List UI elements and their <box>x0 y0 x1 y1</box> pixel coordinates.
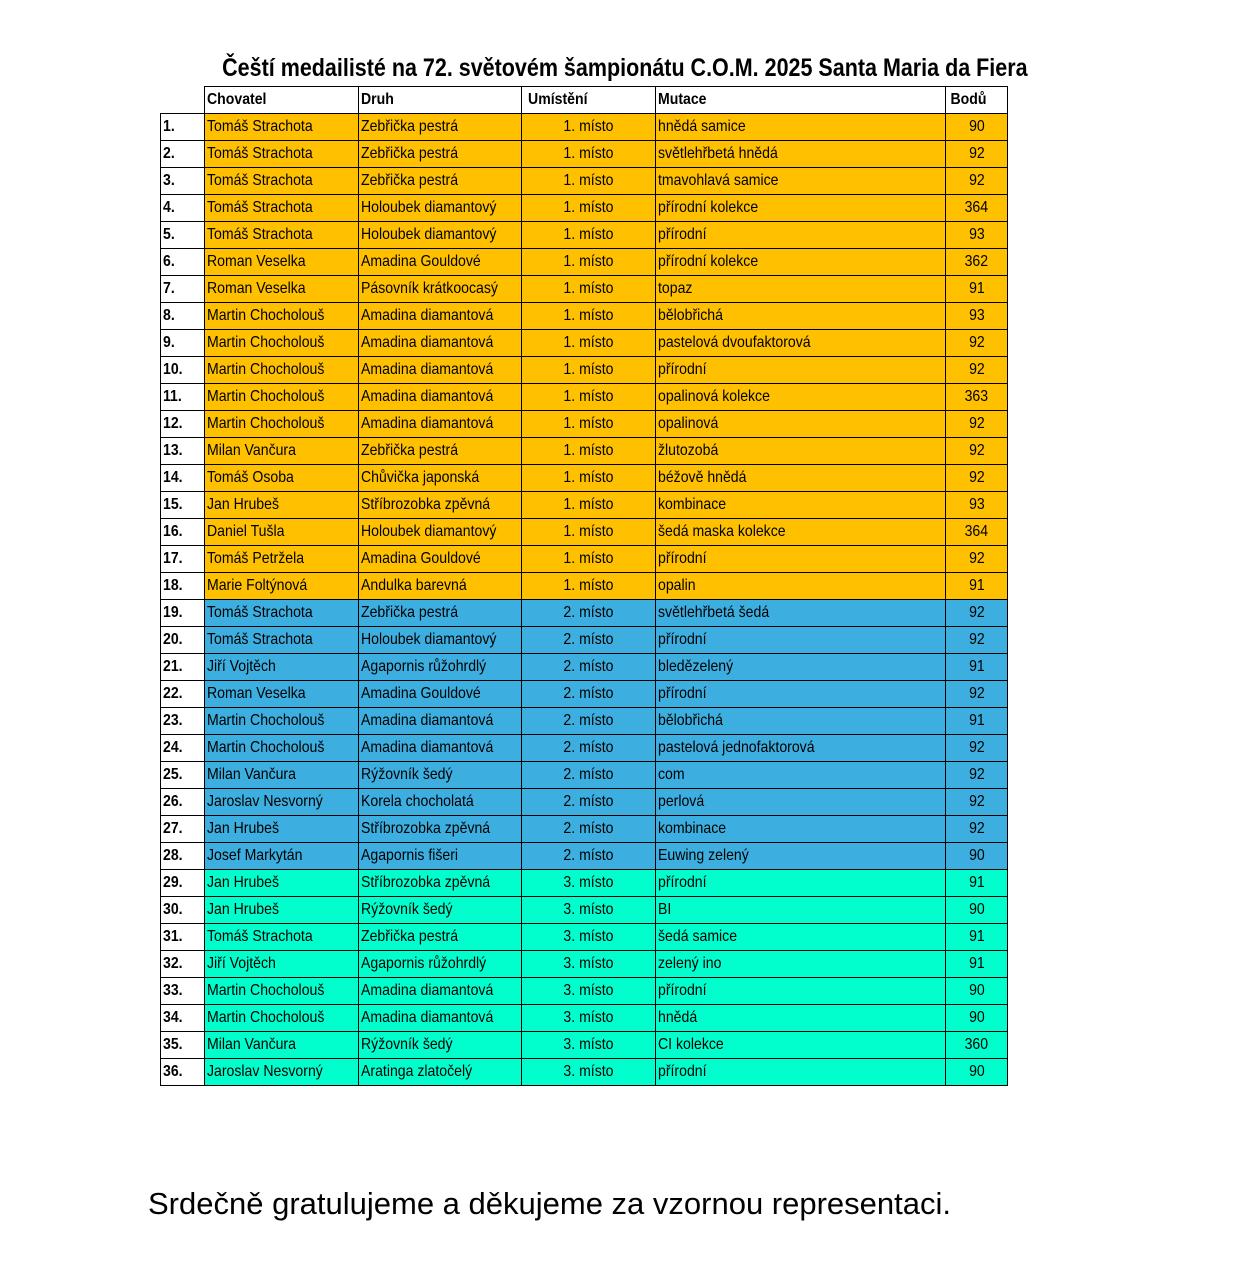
cell-chovatel: Tomáš Strachota <box>205 222 359 249</box>
cell-umisteni: 2. místo <box>522 735 656 762</box>
cell-chovatel: Martin Chocholouš <box>205 357 359 384</box>
cell-umisteni: 1. místo <box>522 546 656 573</box>
cell-body: 91 <box>946 276 1008 303</box>
table-row <box>161 465 1008 492</box>
cell-chovatel: Martin Chocholouš <box>205 303 359 330</box>
cell-mutace: přírodní <box>656 870 946 897</box>
cell-druh: Zebřička pestrá <box>359 600 522 627</box>
cell-umisteni: 2. místo <box>522 816 656 843</box>
cell-umisteni: 3. místo <box>522 897 656 924</box>
cell-umisteni: 1. místo <box>522 573 656 600</box>
cell-druh: Amadina diamantová <box>359 303 522 330</box>
cell-chovatel: Martin Chocholouš <box>205 330 359 357</box>
cell-body: 92 <box>946 681 1008 708</box>
cell-umisteni: 2. místo <box>522 627 656 654</box>
cell-body: 360 <box>946 1032 1008 1059</box>
header-chovatel: Chovatel <box>205 87 359 114</box>
table-row <box>161 735 1008 762</box>
cell-mutace: kombinace <box>656 816 946 843</box>
cell-druh: Agapornis růžohrdlý <box>359 951 522 978</box>
cell-mutace: přírodní <box>656 1059 946 1086</box>
table-row <box>161 222 1008 249</box>
cell-druh: Rýžovník šedý <box>359 897 522 924</box>
cell-mutace: přírodní <box>656 546 946 573</box>
cell-druh: Stříbrozobka zpěvná <box>359 870 522 897</box>
cell-chovatel: Martin Chocholouš <box>205 735 359 762</box>
cell-mutace: žlutozobá <box>656 438 946 465</box>
table-row <box>161 168 1008 195</box>
cell-mutace: přírodní <box>656 627 946 654</box>
cell-body: 92 <box>946 438 1008 465</box>
cell-mutace: přírodní <box>656 357 946 384</box>
page-title: Čeští medailisté na 72. světovém šampionátu C.O.M. 2025 Santa Maria da Fiera <box>222 54 1028 82</box>
cell-body: 92 <box>946 465 1008 492</box>
cell-druh: Pásovník krátkoocasý <box>359 276 522 303</box>
cell-body: 90 <box>946 1005 1008 1032</box>
table-row <box>161 114 1008 141</box>
cell-chovatel: Jiří Vojtěch <box>205 951 359 978</box>
cell-mutace: béžově hnědá <box>656 465 946 492</box>
cell-chovatel: Roman Veselka <box>205 681 359 708</box>
row-number: 25. <box>161 762 205 789</box>
table-row <box>161 762 1008 789</box>
row-number: 14. <box>161 465 205 492</box>
cell-chovatel: Jan Hrubeš <box>205 816 359 843</box>
cell-druh: Agapornis fišeri <box>359 843 522 870</box>
cell-mutace: bledězelený <box>656 654 946 681</box>
cell-druh: Amadina diamantová <box>359 357 522 384</box>
table-row <box>161 411 1008 438</box>
table-row <box>161 384 1008 411</box>
cell-mutace: hnědá <box>656 1005 946 1032</box>
cell-mutace: opalin <box>656 573 946 600</box>
header-druh: Druh <box>359 87 522 114</box>
row-number: 36. <box>161 1059 205 1086</box>
cell-druh: Zebřička pestrá <box>359 141 522 168</box>
row-number: 18. <box>161 573 205 600</box>
table-header-row <box>161 87 1008 114</box>
cell-druh: Holoubek diamantový <box>359 195 522 222</box>
cell-mutace: světlehřbetá šedá <box>656 600 946 627</box>
cell-mutace: kombinace <box>656 492 946 519</box>
cell-body: 92 <box>946 546 1008 573</box>
row-number: 23. <box>161 708 205 735</box>
cell-druh: Amadina diamantová <box>359 735 522 762</box>
table-row <box>161 1032 1008 1059</box>
row-number: 17. <box>161 546 205 573</box>
cell-body: 92 <box>946 330 1008 357</box>
cell-chovatel: Martin Chocholouš <box>205 708 359 735</box>
cell-druh: Amadina diamantová <box>359 384 522 411</box>
cell-umisteni: 1. místo <box>522 330 656 357</box>
cell-mutace: opalinová kolekce <box>656 384 946 411</box>
cell-druh: Holoubek diamantový <box>359 627 522 654</box>
cell-umisteni: 2. místo <box>522 654 656 681</box>
cell-chovatel: Jan Hrubeš <box>205 897 359 924</box>
cell-druh: Rýžovník šedý <box>359 762 522 789</box>
row-number: 32. <box>161 951 205 978</box>
cell-umisteni: 2. místo <box>522 708 656 735</box>
cell-body: 364 <box>946 519 1008 546</box>
cell-mutace: přírodní <box>656 222 946 249</box>
table-row <box>161 1005 1008 1032</box>
cell-body: 92 <box>946 600 1008 627</box>
row-number: 16. <box>161 519 205 546</box>
cell-body: 91 <box>946 870 1008 897</box>
cell-mutace: zelený ino <box>656 951 946 978</box>
cell-mutace: šedá samice <box>656 924 946 951</box>
cell-body: 92 <box>946 816 1008 843</box>
cell-umisteni: 1. místo <box>522 303 656 330</box>
table-row <box>161 303 1008 330</box>
cell-body: 90 <box>946 114 1008 141</box>
cell-umisteni: 3. místo <box>522 1005 656 1032</box>
cell-umisteni: 1. místo <box>522 492 656 519</box>
cell-mutace: přírodní kolekce <box>656 195 946 222</box>
row-number: 20. <box>161 627 205 654</box>
cell-umisteni: 2. místo <box>522 681 656 708</box>
table-row <box>161 681 1008 708</box>
cell-druh: Amadina diamantová <box>359 330 522 357</box>
cell-body: 92 <box>946 735 1008 762</box>
cell-body: 90 <box>946 1059 1008 1086</box>
cell-druh: Amadina diamantová <box>359 978 522 1005</box>
cell-druh: Amadina Gouldové <box>359 546 522 573</box>
cell-chovatel: Jan Hrubeš <box>205 492 359 519</box>
row-number: 30. <box>161 897 205 924</box>
cell-umisteni: 1. místo <box>522 276 656 303</box>
cell-mutace: světlehřbetá hnědá <box>656 141 946 168</box>
cell-druh: Holoubek diamantový <box>359 222 522 249</box>
cell-chovatel: Tomáš Strachota <box>205 168 359 195</box>
row-number: 2. <box>161 141 205 168</box>
cell-mutace: BI <box>656 897 946 924</box>
cell-umisteni: 1. místo <box>522 357 656 384</box>
row-number: 9. <box>161 330 205 357</box>
cell-mutace: com <box>656 762 946 789</box>
table-row <box>161 816 1008 843</box>
cell-chovatel: Martin Chocholouš <box>205 411 359 438</box>
row-number: 26. <box>161 789 205 816</box>
row-number: 8. <box>161 303 205 330</box>
cell-umisteni: 2. místo <box>522 789 656 816</box>
cell-mutace: tmavohlavá samice <box>656 168 946 195</box>
cell-body: 92 <box>946 357 1008 384</box>
cell-umisteni: 1. místo <box>522 168 656 195</box>
cell-umisteni: 1. místo <box>522 438 656 465</box>
table-row <box>161 492 1008 519</box>
footer-congratulation: Srdečně gratulujeme a děkujeme za vzornou representaci. <box>148 1186 952 1221</box>
table-row <box>161 519 1008 546</box>
medalists-table <box>160 86 1008 1086</box>
table-row <box>161 357 1008 384</box>
cell-mutace: šedá maska kolekce <box>656 519 946 546</box>
cell-umisteni: 1. místo <box>522 411 656 438</box>
cell-body: 92 <box>946 141 1008 168</box>
cell-chovatel: Roman Veselka <box>205 249 359 276</box>
cell-chovatel: Martin Chocholouš <box>205 978 359 1005</box>
row-number: 33. <box>161 978 205 1005</box>
cell-chovatel: Martin Chocholouš <box>205 1005 359 1032</box>
table-row <box>161 789 1008 816</box>
cell-mutace: CI kolekce <box>656 1032 946 1059</box>
cell-mutace: pastelová dvoufaktorová <box>656 330 946 357</box>
row-number: 31. <box>161 924 205 951</box>
header-umisteni: Umístění <box>522 87 656 114</box>
cell-umisteni: 1. místo <box>522 141 656 168</box>
row-number: 19. <box>161 600 205 627</box>
row-number: 22. <box>161 681 205 708</box>
cell-body: 364 <box>946 195 1008 222</box>
header-mutace: Mutace <box>656 87 946 114</box>
row-number: 6. <box>161 249 205 276</box>
cell-chovatel: Tomáš Petržela <box>205 546 359 573</box>
cell-chovatel: Milan Vančura <box>205 762 359 789</box>
table-row <box>161 897 1008 924</box>
table-row <box>161 924 1008 951</box>
cell-body: 92 <box>946 789 1008 816</box>
cell-druh: Chůvička japonská <box>359 465 522 492</box>
cell-chovatel: Jiří Vojtěch <box>205 654 359 681</box>
cell-body: 90 <box>946 843 1008 870</box>
cell-body: 90 <box>946 897 1008 924</box>
cell-umisteni: 2. místo <box>522 762 656 789</box>
row-number: 29. <box>161 870 205 897</box>
table-row <box>161 141 1008 168</box>
cell-chovatel: Jaroslav Nesvorný <box>205 1059 359 1086</box>
table-row <box>161 627 1008 654</box>
row-number: 10. <box>161 357 205 384</box>
cell-umisteni: 3. místo <box>522 951 656 978</box>
cell-mutace: přírodní <box>656 681 946 708</box>
cell-chovatel: Jaroslav Nesvorný <box>205 789 359 816</box>
cell-chovatel: Josef Markytán <box>205 843 359 870</box>
cell-druh: Zebřička pestrá <box>359 924 522 951</box>
cell-body: 93 <box>946 492 1008 519</box>
cell-mutace: přírodní kolekce <box>656 249 946 276</box>
cell-chovatel: Tomáš Osoba <box>205 465 359 492</box>
table-row <box>161 1059 1008 1086</box>
table-row <box>161 951 1008 978</box>
cell-body: 92 <box>946 168 1008 195</box>
cell-druh: Amadina Gouldové <box>359 249 522 276</box>
cell-druh: Aratinga zlatočelý <box>359 1059 522 1086</box>
cell-body: 93 <box>946 303 1008 330</box>
row-number: 1. <box>161 114 205 141</box>
cell-umisteni: 1. místo <box>522 519 656 546</box>
cell-druh: Stříbrozobka zpěvná <box>359 492 522 519</box>
table-row <box>161 438 1008 465</box>
table-row <box>161 249 1008 276</box>
cell-body: 91 <box>946 708 1008 735</box>
row-number: 34. <box>161 1005 205 1032</box>
table-row <box>161 654 1008 681</box>
table-row <box>161 195 1008 222</box>
cell-mutace: pastelová jednofaktorová <box>656 735 946 762</box>
cell-umisteni: 1. místo <box>522 249 656 276</box>
cell-body: 91 <box>946 924 1008 951</box>
table-row <box>161 978 1008 1005</box>
cell-umisteni: 3. místo <box>522 1059 656 1086</box>
cell-mutace: přírodní <box>656 978 946 1005</box>
cell-umisteni: 1. místo <box>522 114 656 141</box>
table-row <box>161 330 1008 357</box>
cell-druh: Zebřička pestrá <box>359 114 522 141</box>
cell-druh: Zebřička pestrá <box>359 438 522 465</box>
cell-umisteni: 3. místo <box>522 870 656 897</box>
cell-druh: Amadina Gouldové <box>359 681 522 708</box>
cell-mutace: bělobřichá <box>656 303 946 330</box>
cell-body: 92 <box>946 762 1008 789</box>
cell-body: 91 <box>946 951 1008 978</box>
cell-mutace: hnědá samice <box>656 114 946 141</box>
cell-chovatel: Tomáš Strachota <box>205 141 359 168</box>
cell-mutace: perlová <box>656 789 946 816</box>
row-number: 24. <box>161 735 205 762</box>
cell-chovatel: Marie Foltýnová <box>205 573 359 600</box>
cell-chovatel: Milan Vančura <box>205 1032 359 1059</box>
cell-chovatel: Daniel Tušla <box>205 519 359 546</box>
row-number: 11. <box>161 384 205 411</box>
row-number: 4. <box>161 195 205 222</box>
cell-druh: Stříbrozobka zpěvná <box>359 816 522 843</box>
cell-mutace: bělobřichá <box>656 708 946 735</box>
cell-chovatel: Roman Veselka <box>205 276 359 303</box>
row-number: 3. <box>161 168 205 195</box>
table-row <box>161 276 1008 303</box>
cell-umisteni: 3. místo <box>522 924 656 951</box>
table-row <box>161 843 1008 870</box>
cell-druh: Rýžovník šedý <box>359 1032 522 1059</box>
row-number: 21. <box>161 654 205 681</box>
cell-chovatel: Jan Hrubeš <box>205 870 359 897</box>
table-row <box>161 870 1008 897</box>
cell-umisteni: 2. místo <box>522 600 656 627</box>
cell-body: 91 <box>946 654 1008 681</box>
table-row <box>161 546 1008 573</box>
row-number: 5. <box>161 222 205 249</box>
cell-chovatel: Tomáš Strachota <box>205 924 359 951</box>
row-number: 27. <box>161 816 205 843</box>
table-row <box>161 573 1008 600</box>
cell-body: 91 <box>946 573 1008 600</box>
cell-druh: Agapornis růžohrdlý <box>359 654 522 681</box>
cell-body: 363 <box>946 384 1008 411</box>
cell-druh: Holoubek diamantový <box>359 519 522 546</box>
cell-umisteni: 3. místo <box>522 1032 656 1059</box>
cell-umisteni: 1. místo <box>522 465 656 492</box>
cell-chovatel: Milan Vančura <box>205 438 359 465</box>
cell-druh: Andulka barevná <box>359 573 522 600</box>
cell-druh: Korela chocholatá <box>359 789 522 816</box>
cell-umisteni: 3. místo <box>522 978 656 1005</box>
cell-mutace: opalinová <box>656 411 946 438</box>
table-row <box>161 708 1008 735</box>
cell-druh: Amadina diamantová <box>359 708 522 735</box>
cell-druh: Amadina diamantová <box>359 411 522 438</box>
header-corner <box>161 87 205 114</box>
cell-chovatel: Tomáš Strachota <box>205 627 359 654</box>
cell-umisteni: 1. místo <box>522 384 656 411</box>
cell-chovatel: Martin Chocholouš <box>205 384 359 411</box>
cell-umisteni: 2. místo <box>522 843 656 870</box>
cell-body: 92 <box>946 627 1008 654</box>
row-number: 35. <box>161 1032 205 1059</box>
cell-body: 90 <box>946 978 1008 1005</box>
cell-druh: Amadina diamantová <box>359 1005 522 1032</box>
cell-umisteni: 1. místo <box>522 195 656 222</box>
row-number: 15. <box>161 492 205 519</box>
cell-body: 93 <box>946 222 1008 249</box>
cell-mutace: Euwing zelený <box>656 843 946 870</box>
cell-druh: Zebřička pestrá <box>359 168 522 195</box>
cell-body: 362 <box>946 249 1008 276</box>
cell-chovatel: Tomáš Strachota <box>205 600 359 627</box>
header-body: Bodů <box>946 87 1008 114</box>
cell-mutace: topaz <box>656 276 946 303</box>
table-row <box>161 600 1008 627</box>
row-number: 28. <box>161 843 205 870</box>
cell-chovatel: Tomáš Strachota <box>205 195 359 222</box>
cell-body: 92 <box>946 411 1008 438</box>
row-number: 12. <box>161 411 205 438</box>
row-number: 13. <box>161 438 205 465</box>
cell-chovatel: Tomáš Strachota <box>205 114 359 141</box>
row-number: 7. <box>161 276 205 303</box>
cell-umisteni: 1. místo <box>522 222 656 249</box>
